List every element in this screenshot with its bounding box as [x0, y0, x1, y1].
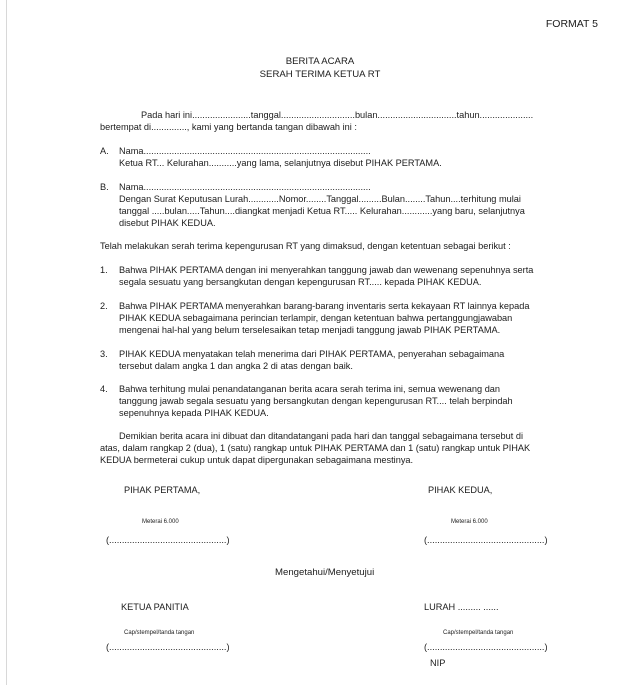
- party-b-line-4: disebut PIHAK KEDUA.: [119, 218, 216, 228]
- second-party-signature-blank: (..............................................): [424, 535, 548, 545]
- item-2-line-1: Bahwa PIHAK PERTAMA menyerahkan barang-barang inventaris serta kekayaan RT lainnya kepada: [119, 301, 530, 311]
- item-1-line-1: Bahwa PIHAK PERTAMA dengan ini menyerahkan tanggung jawab dan wewenang sepenuhnya serta: [119, 265, 534, 275]
- page-edge-line: [6, 0, 7, 685]
- item-2-line-3: mengenai hal-hal yang belum terselesaikan tetap menjadi tanggung jawab PIHAK PERTAMA.: [119, 325, 501, 335]
- terms-intro: Telah melakukan serah terima kepengurusan RT yang dimaksud, dengan ketentuan sebagai berikut :: [100, 241, 511, 251]
- party-a-name: Nama.........................................................................................: [119, 146, 371, 156]
- committee-chair-label: KETUA PANITIA: [121, 602, 189, 612]
- item-number: 2.: [100, 301, 108, 311]
- closing-line-1: Demikian berita acara ini dibuat dan ditandatangani pada hari dan tanggal sebagaimana tersebut di: [119, 431, 524, 441]
- item-4-line-3: sepenuhnya kepada PIHAK KEDUA.: [119, 408, 269, 418]
- nip-label: NIP: [430, 658, 446, 668]
- document-title: BERITA ACARA: [285, 56, 355, 67]
- lurah-signature-blank: (..............................................): [424, 642, 548, 652]
- item-4-line-2: tanggung jawab segala sesuatu yang bersangkutan dengan kepengurusan RT.... telah berpindah: [119, 396, 513, 406]
- party-b-name: Nama.........................................................................................: [119, 182, 371, 192]
- item-3-line-2: tersebut dalam angka 1 dan angka 2 di atas dengan baik.: [119, 361, 353, 371]
- lurah-label: LURAH ......... ......: [424, 602, 499, 612]
- meterai-note-right: Meterai 6.000: [451, 519, 488, 525]
- item-number: 1.: [100, 265, 108, 275]
- second-party-label: PIHAK KEDUA,: [428, 485, 493, 495]
- format-label: FORMAT 5: [545, 18, 598, 30]
- committee-signature-blank: (..............................................): [106, 642, 230, 652]
- first-party-label: PIHAK PERTAMA,: [124, 485, 201, 495]
- first-party-signature-blank: (..............................................): [106, 535, 230, 545]
- witness-heading: Mengetahui/Menyetujui: [275, 567, 375, 578]
- item-number: 3.: [100, 349, 108, 359]
- party-b-marker: B.: [100, 182, 109, 192]
- closing-line-3: KEDUA bermeterai cukup untuk dapat dipergunakan sebagaimana mestinya.: [100, 455, 414, 465]
- item-3-line-1: PIHAK KEDUA menyatakan telah menerima dari PIHAK PERTAMA, penyerahan sebagaimana: [119, 349, 505, 359]
- party-b-line-2: Dengan Surat Keputusan Lurah............Nomor........Tanggal.........Bulan........Tahun....terhitung mulai: [119, 194, 521, 204]
- item-number: 4.: [100, 384, 108, 394]
- closing-line-2: atas, dalam rangkap 2 (dua), 1 (satu) rangkap untuk PIHAK PERTAMA dan 1 (satu) rangkap untuk PIHAK: [100, 443, 531, 453]
- party-b-line-3: tanggal .....bulan.....Tahun....diangkat menjadi Ketua RT..... Kelurahan............yang baru, selanjutnya: [119, 206, 525, 216]
- opening-line-2: bertempat di.............., kami yang bertanda tangan dibawah ini :: [100, 122, 357, 132]
- meterai-note-left: Meterai 6.000: [142, 519, 179, 525]
- item-4-line-1: Bahwa terhitung mulai penandatanganan berita acara serah terima ini, semua wewenang dan: [119, 384, 501, 394]
- stamp-note-left: Cap/stempel/tanda tangan: [124, 630, 195, 636]
- document-subtitle: SERAH TERIMA KETUA RT: [259, 69, 381, 80]
- party-a-marker: A.: [100, 146, 109, 156]
- stamp-note-right: Cap/stempel/tanda tangan: [443, 630, 514, 636]
- item-2-line-2: PIHAK KEDUA sebagaimana perincian terlampir, dengan ketentuan bahwa pertanggungjawaban: [119, 313, 513, 323]
- party-a-description: Ketua RT... Kelurahan...........yang lama, selanjutnya disebut PIHAK PERTAMA.: [119, 158, 442, 168]
- opening-line-1: Pada hari ini.......................tanggal.............................bulan...............................tahun.....................: [141, 110, 534, 120]
- item-1-line-2: segala sesuatu yang bersangkutan dengan kepengurusan RT..... kepada PIHAK KEDUA.: [119, 277, 482, 287]
